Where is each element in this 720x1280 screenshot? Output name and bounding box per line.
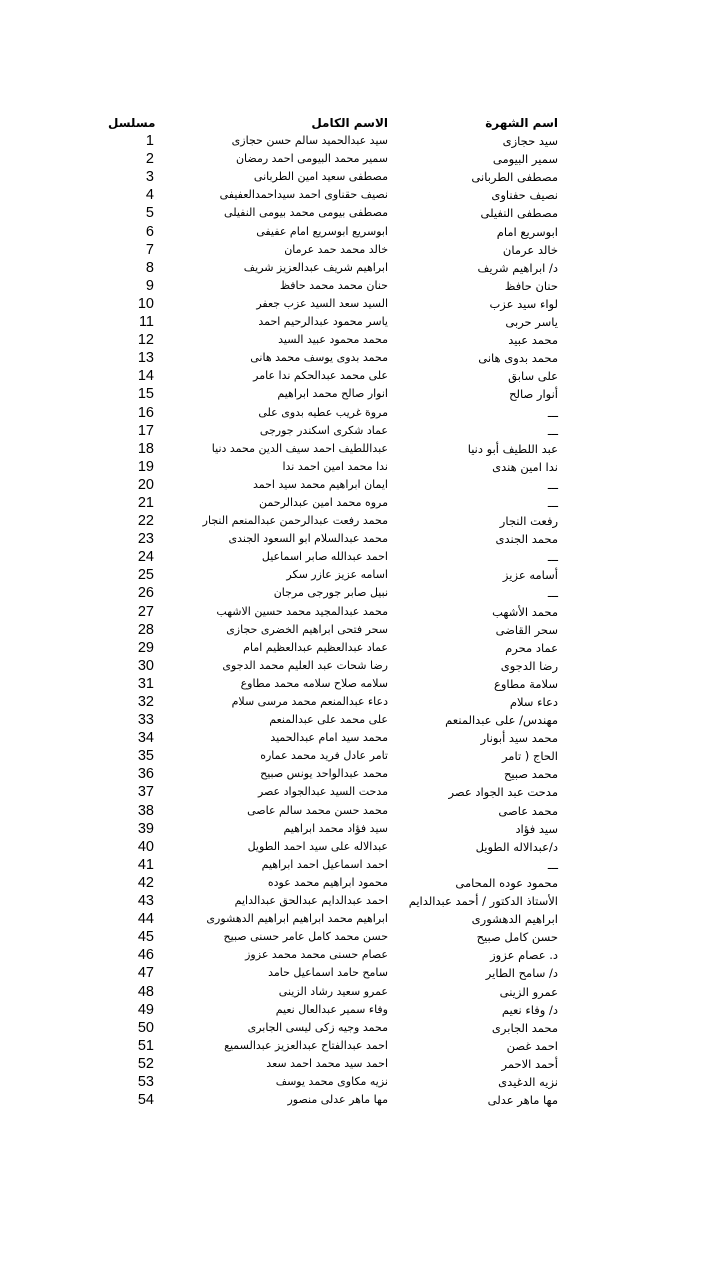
serial-cell: 1 — [145, 133, 154, 150]
fame-name-cell: ـــ — [547, 550, 558, 565]
full-name-cell: حنان محمد محمد حافظ — [279, 278, 388, 292]
full-name-cell: مدحت السيد عبدالجواد عصر — [257, 785, 388, 799]
table-row — [108, 983, 570, 1001]
full-name-cell: محمد عبدالمجيد محمد حسين الاشهب — [216, 604, 388, 618]
fame-name-cell: الأستاذ الدكتور / أحمد عبدالدايم — [408, 894, 558, 909]
table-row — [108, 820, 570, 838]
table-row — [108, 1055, 570, 1073]
table-row — [108, 331, 570, 349]
full-name-cell: محمد عبدالسلام ابو السعود الجندى — [228, 532, 388, 546]
fame-name-cell: ابوسريع امام — [496, 224, 558, 239]
fame-name-cell: مصطفى الطربانى — [471, 170, 558, 185]
full-name-cell: نزيه مكاوى محمد يوسف — [275, 1074, 388, 1088]
table-row — [108, 223, 570, 241]
full-name-cell: ايمان ابراهيم محمد سيد احمد — [252, 477, 388, 491]
serial-cell: 25 — [137, 567, 154, 584]
full-name-cell: مصطفى سعيد امين الطربانى — [253, 170, 388, 184]
fame-name-cell: لواء سيد عزب — [489, 296, 558, 311]
fame-name-cell: نزيه الدغيدى — [498, 1074, 558, 1089]
fame-name-cell: ياسر حربى — [505, 315, 558, 330]
serial-cell: 2 — [145, 151, 154, 168]
table-row — [108, 132, 570, 150]
full-name-cell: ابوسريع ابوسريع امام عفيفى — [256, 224, 388, 238]
table-row — [108, 385, 570, 403]
full-name-cell: محمد رفعت عبدالرحمن عبدالمنعم النجار — [202, 514, 388, 528]
fame-name-cell: مدحت عبد الجواد عصر — [448, 785, 558, 800]
full-name-header: الاسم الكامل — [311, 116, 388, 130]
table-row — [108, 657, 570, 675]
table-row — [108, 458, 570, 476]
serial-cell: 45 — [137, 929, 154, 946]
full-name-cell: احمد سيد محمد احمد سعد — [266, 1056, 388, 1070]
fame-name-cell: حسن كامل صبيح — [476, 930, 558, 945]
full-name-cell: محمد سيد امام عبدالحميد — [270, 731, 388, 745]
fame-name-cell: مها ماهر عدلى — [487, 1093, 558, 1108]
fame-name-cell: ـــ — [547, 857, 558, 872]
serial-cell: 33 — [137, 712, 154, 729]
serial-cell: 6 — [145, 223, 154, 240]
table-row — [108, 277, 570, 295]
table-row — [108, 729, 570, 747]
fame-name-cell: عبد اللطيف أبو دنيا — [467, 441, 558, 456]
serial-cell: 11 — [138, 314, 154, 331]
fame-name-header: اسم الشهرة — [485, 116, 558, 130]
fame-name-cell: على سابق — [508, 369, 558, 384]
full-name-cell: عمرو سعيد رشاد الزينى — [278, 984, 388, 998]
fame-name-cell: ـــ — [547, 477, 558, 492]
table-header — [108, 114, 570, 132]
fame-name-cell: د/ وفاء نعيم — [501, 1002, 558, 1017]
fame-name-cell: سلامة مطاوع — [494, 676, 558, 691]
serial-cell: 10 — [137, 295, 154, 312]
full-name-cell: ابراهيم محمد ابراهيم ابراهيم الدهشورى — [206, 912, 388, 926]
table-row — [108, 422, 570, 440]
table-row — [108, 802, 570, 820]
full-name-cell: مروه محمد امين عبدالرحمن — [259, 495, 388, 509]
fame-name-cell: محمد عبيد — [508, 333, 558, 348]
serial-cell: 22 — [137, 513, 154, 530]
table-row — [108, 1037, 570, 1055]
fame-name-cell: ـــ — [547, 586, 558, 601]
full-name-cell: مصطفى بيومى محمد بيومى النفيلى — [224, 206, 388, 220]
full-name-cell: سيد فؤاد محمد ابراهيم — [283, 821, 388, 835]
serial-cell: 29 — [137, 639, 154, 656]
table-row — [108, 548, 570, 566]
fame-name-cell: أسامه عزيز — [502, 568, 558, 583]
table-row — [108, 512, 570, 530]
serial-cell: 12 — [137, 332, 154, 349]
full-name-cell: عبدالاله على سيد احمد الطويل — [247, 839, 388, 853]
table-row — [108, 783, 570, 801]
serial-cell: 17 — [137, 422, 154, 439]
table-row — [108, 241, 570, 259]
fame-name-cell: د. عصام عزوز — [490, 948, 558, 963]
serial-cell: 42 — [137, 874, 154, 891]
table-row — [108, 349, 570, 367]
full-name-cell: انوار صالح محمد ابراهيم — [277, 387, 388, 401]
fame-name-cell: مهندس/ على عبدالمنعم — [445, 713, 558, 728]
fame-name-cell: ـــ — [547, 405, 558, 420]
serial-cell: 4 — [145, 187, 154, 204]
fame-name-cell: محمد الأشهب — [492, 604, 558, 619]
fame-name-cell: د/ ابراهيم شريف — [477, 260, 558, 275]
serial-cell: 9 — [145, 277, 154, 294]
names-table — [108, 114, 570, 1109]
full-name-cell: على محمد عبدالحكم ندا عامر — [253, 369, 388, 383]
table-row — [108, 259, 570, 277]
fame-name-cell: د/ سامح الطاير — [485, 966, 558, 981]
fame-name-cell: محمد الجندى — [495, 532, 558, 547]
serial-cell: 32 — [137, 694, 154, 710]
table-row — [108, 603, 570, 621]
table-row — [108, 675, 570, 693]
fame-name-cell: محمد عاصى — [498, 803, 558, 818]
fame-name-cell: سحر القاضى — [495, 622, 558, 637]
serial-cell: 40 — [137, 838, 154, 855]
fame-name-cell: محمد سيد أبونار — [480, 731, 558, 746]
full-name-cell: سحر فتحى ابراهيم الخضرى حجازى — [226, 622, 388, 636]
table-row — [108, 747, 570, 765]
fame-name-cell: احمد غصن — [506, 1038, 558, 1053]
fame-name-cell: ابراهيم الدهشورى — [471, 912, 558, 927]
serial-cell: 24 — [137, 549, 154, 566]
fame-name-cell: محمد صبيح — [503, 767, 558, 782]
full-name-cell: احمد عبدالدايم عبدالحق عبدالدايم — [234, 894, 388, 908]
serial-cell: 35 — [137, 748, 154, 765]
table-row — [108, 1091, 570, 1109]
serial-cell: 47 — [137, 965, 154, 982]
serial-cell: 41 — [137, 856, 154, 873]
full-name-cell: ندا محمد امين احمد ندا — [282, 459, 388, 473]
table-row — [108, 621, 570, 639]
full-name-cell: احمد عبدالفتاح عبدالعزيز عبدالسميع — [224, 1038, 388, 1052]
full-name-cell: محمد حسن محمد سالم عاصى — [247, 803, 388, 817]
serial-cell: 14 — [137, 368, 154, 385]
table-row — [108, 367, 570, 385]
table-row — [108, 639, 570, 657]
serial-cell: 51 — [137, 1037, 154, 1054]
fame-name-cell: عمرو الزينى — [499, 984, 558, 999]
serial-header: مسلسل — [108, 116, 156, 130]
fame-name-cell: دعاء سلام — [509, 695, 558, 709]
full-name-cell: سيد عبدالحميد سالم حسن حجازى — [231, 134, 388, 148]
table-body — [108, 132, 570, 1109]
table-row — [108, 494, 570, 512]
table-row — [108, 1001, 570, 1019]
table-row — [108, 566, 570, 584]
serial-cell: 50 — [137, 1019, 154, 1036]
fame-name-cell: رضا الدجوى — [500, 658, 558, 673]
full-name-cell: محمد محمود عبيد السيد — [278, 333, 388, 347]
fame-name-cell: مصطفى النفيلى — [480, 206, 558, 221]
table-row — [108, 404, 570, 422]
serial-cell: 21 — [137, 494, 154, 511]
fame-name-cell: سيد فؤاد — [515, 821, 558, 836]
fame-name-cell: محمد الجابرى — [491, 1020, 558, 1035]
full-name-cell: احمد اسماعيل احمد ابراهيم — [261, 857, 388, 871]
serial-cell: 37 — [137, 784, 154, 801]
full-name-cell: مها ماهر عدلى منصور — [287, 1093, 388, 1107]
table-row — [108, 150, 570, 168]
serial-cell: 48 — [137, 983, 154, 1000]
full-name-cell: اسامه عزيز عازر سكر — [286, 568, 388, 582]
serial-cell: 13 — [137, 350, 154, 367]
full-name-cell: السيد سعد السيد عزب جعفر — [256, 296, 388, 310]
table-row — [108, 711, 570, 729]
serial-cell: 38 — [137, 802, 154, 819]
table-row — [108, 168, 570, 186]
table-row — [108, 856, 570, 874]
table-row — [108, 295, 570, 313]
serial-cell: 18 — [137, 440, 154, 457]
serial-cell: 54 — [137, 1092, 154, 1109]
fame-name-cell: أحمد الاحمر — [501, 1056, 558, 1071]
table-row — [108, 204, 570, 222]
serial-cell: 28 — [137, 621, 154, 638]
fame-name-cell: سمير البيومى — [492, 152, 558, 167]
serial-cell: 49 — [137, 1001, 154, 1018]
full-name-cell: على محمد على عبدالمنعم — [269, 713, 388, 727]
serial-cell: 15 — [137, 386, 154, 403]
full-name-cell: محمد بدوى يوسف محمد هانى — [250, 351, 388, 365]
serial-cell: 20 — [137, 476, 154, 493]
full-name-cell: ياسر محمود عبدالرحيم احمد — [258, 315, 388, 329]
serial-cell: 23 — [137, 531, 154, 548]
table-row — [108, 186, 570, 204]
full-name-cell: نصيف حقناوى احمد سيداحمدالعفيفى — [219, 188, 388, 202]
full-name-cell: عماد عبدالعظيم عبدالعظيم امام — [243, 640, 388, 654]
full-name-cell: محمد وجيه زكى ليسى الجابرى — [247, 1020, 388, 1034]
full-name-cell: سلامه صلاح سلامه محمد مطاوع — [240, 676, 388, 690]
table-row — [108, 765, 570, 783]
table-row — [108, 1019, 570, 1037]
full-name-cell: محمد عبدالواحد يونس صبيح — [260, 767, 388, 781]
serial-cell: 53 — [137, 1073, 154, 1090]
fame-name-cell: سيد حجازى — [502, 134, 558, 149]
full-name-cell: سمير محمد البيومى احمد رمضان — [235, 152, 388, 166]
full-name-cell: سامح حامد اسماعيل حامد — [268, 966, 388, 980]
fame-name-cell: ـــ — [547, 423, 558, 438]
full-name-cell: وفاء سمير عبدالعال نعيم — [275, 1002, 388, 1016]
serial-cell: 27 — [137, 603, 154, 620]
full-name-cell: عبداللطيف احمد سيف الدين محمد دنيا — [211, 441, 388, 455]
table-row — [108, 910, 570, 928]
fame-name-cell: خالد عرمان — [502, 242, 558, 257]
fame-name-cell: أنوار صالح — [509, 387, 558, 402]
table-row — [108, 838, 570, 856]
fame-name-cell: د/عبدالاله الطويل — [475, 839, 558, 854]
table-row — [108, 946, 570, 964]
fame-name-cell: محمد بدوى هانى — [478, 351, 558, 366]
serial-cell: 19 — [137, 458, 154, 475]
table-row — [108, 892, 570, 910]
table-row — [108, 874, 570, 892]
table-row — [108, 313, 570, 331]
serial-cell: 52 — [137, 1055, 154, 1072]
table-row — [108, 530, 570, 548]
table-row — [108, 964, 570, 982]
full-name-cell: تامر عادل فريد محمد عماره — [260, 749, 388, 763]
serial-cell: 44 — [137, 911, 154, 928]
serial-cell: 46 — [137, 947, 154, 964]
full-name-cell: رضا شحات عبد العليم محمد الدجوى — [222, 658, 388, 672]
table-row — [108, 584, 570, 602]
fame-name-cell: عماد محرم — [505, 640, 558, 655]
fame-name-cell: رفعت النجار — [499, 514, 558, 529]
full-name-cell: محمود ابراهيم محمد عوده — [267, 875, 388, 889]
serial-cell: 30 — [137, 657, 154, 674]
full-name-cell: مروة غريب عطيه بدوى على — [258, 405, 388, 419]
full-name-cell: دعاء عبدالمنعم محمد مرسى سلام — [231, 695, 388, 708]
fame-name-cell: ندا امين هندى — [492, 459, 558, 474]
serial-cell: 34 — [137, 730, 154, 747]
serial-cell: 36 — [137, 766, 154, 783]
full-name-cell: عماد شكرى اسكندر جورجى — [259, 423, 388, 437]
serial-cell: 43 — [137, 893, 154, 910]
table-row — [108, 928, 570, 946]
full-name-cell: نبيل صابر جورجى مرجان — [273, 586, 388, 600]
table-row — [108, 693, 570, 711]
serial-cell: 31 — [137, 675, 154, 692]
fame-name-cell: حنان حافظ — [504, 278, 558, 293]
serial-cell: 7 — [145, 241, 154, 258]
table-row — [108, 440, 570, 458]
serial-cell: 16 — [137, 404, 154, 421]
full-name-cell: ابراهيم شريف عبدالعزيز شريف — [243, 260, 388, 274]
full-name-cell: حسن محمد كامل عامر حسنى صبيح — [223, 930, 388, 944]
table-row — [108, 476, 570, 494]
table-row — [108, 1073, 570, 1091]
fame-name-cell: محمود عوده المحامى — [455, 875, 558, 890]
fame-name-cell: نصيف حفناوى — [491, 188, 558, 203]
full-name-cell: احمد عبدالله صابر اسماعيل — [261, 550, 388, 564]
serial-cell: 8 — [145, 259, 154, 276]
serial-cell: 26 — [137, 585, 154, 602]
fame-name-cell: الحاج ( تامر — [501, 749, 558, 764]
serial-cell: 39 — [137, 820, 154, 837]
serial-cell: 5 — [145, 205, 154, 222]
fame-name-cell: ـــ — [547, 495, 558, 510]
full-name-cell: عصام حسنى محمد محمد عزوز — [245, 948, 388, 962]
full-name-cell: خالد محمد حمد عرمان — [284, 242, 388, 256]
serial-cell: 3 — [145, 169, 154, 186]
